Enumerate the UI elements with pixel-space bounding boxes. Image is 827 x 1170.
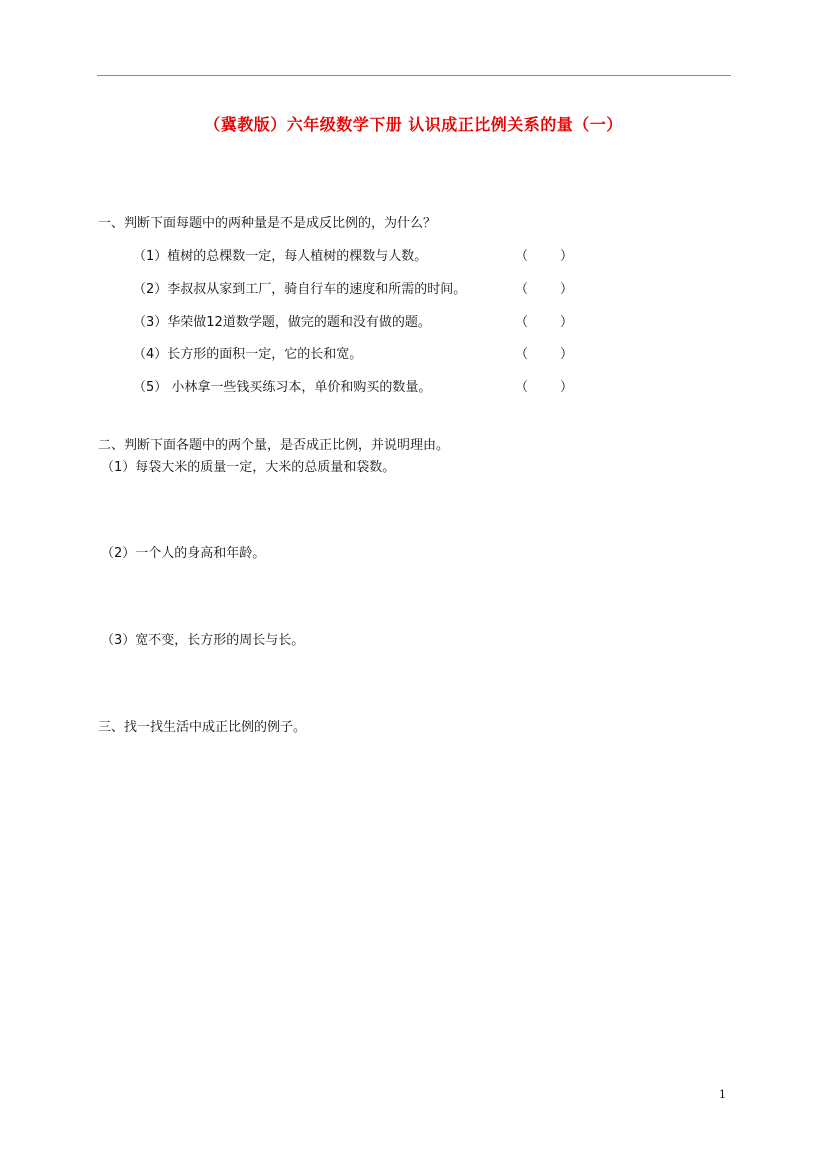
paren-close: ） — [559, 380, 573, 395]
paren-close: ） — [559, 315, 573, 330]
section-1-item-1: （1）植树的总棵数一定，每人植树的棵数与人数。 — [133, 249, 428, 264]
paren-close: ） — [559, 249, 573, 264]
page-number: 1 — [719, 1088, 726, 1101]
paren-open: （ — [515, 282, 529, 297]
section-1-item-5: （5） 小林拿一些钱买练习本，单价和购买的数量。 — [133, 380, 432, 395]
paren-open: （ — [515, 380, 529, 395]
section-1-item-4: （4）长方形的面积一定，它的长和宽。 — [133, 347, 363, 362]
paren-open: （ — [515, 315, 529, 330]
paren-close: ） — [559, 282, 573, 297]
header-rule — [97, 75, 731, 76]
section-3-heading: 三、找一找生活中成正比例的例子。 — [98, 720, 307, 735]
section-2-item-2: （2）一个人的身高和年龄。 — [101, 546, 266, 561]
section-1-heading: 一、判断下面每题中的两种量是不是成反比例的，为什么？ — [98, 216, 437, 231]
section-2-item-3: （3）宽不变，长方形的周长与长。 — [101, 633, 305, 648]
section-2-heading: 二、判断下面各题中的两个量，是否成正比例，并说明理由。 — [98, 438, 450, 453]
paren-open: （ — [515, 249, 529, 264]
section-2-item-1: （1）每袋大米的质量一定，大米的总质量和袋数。 — [101, 460, 396, 475]
document-title: （冀教版）六年级数学下册 认识成正比例关系的量（一） — [204, 115, 623, 134]
section-1-item-2: （2）李叔叔从家到工厂，骑自行车的速度和所需的时间。 — [133, 282, 467, 297]
section-1-item-3: （3）华荣做12道数学题，做完的题和没有做的题。 — [133, 315, 431, 330]
paren-open: （ — [515, 347, 529, 362]
paren-close: ） — [559, 347, 573, 362]
